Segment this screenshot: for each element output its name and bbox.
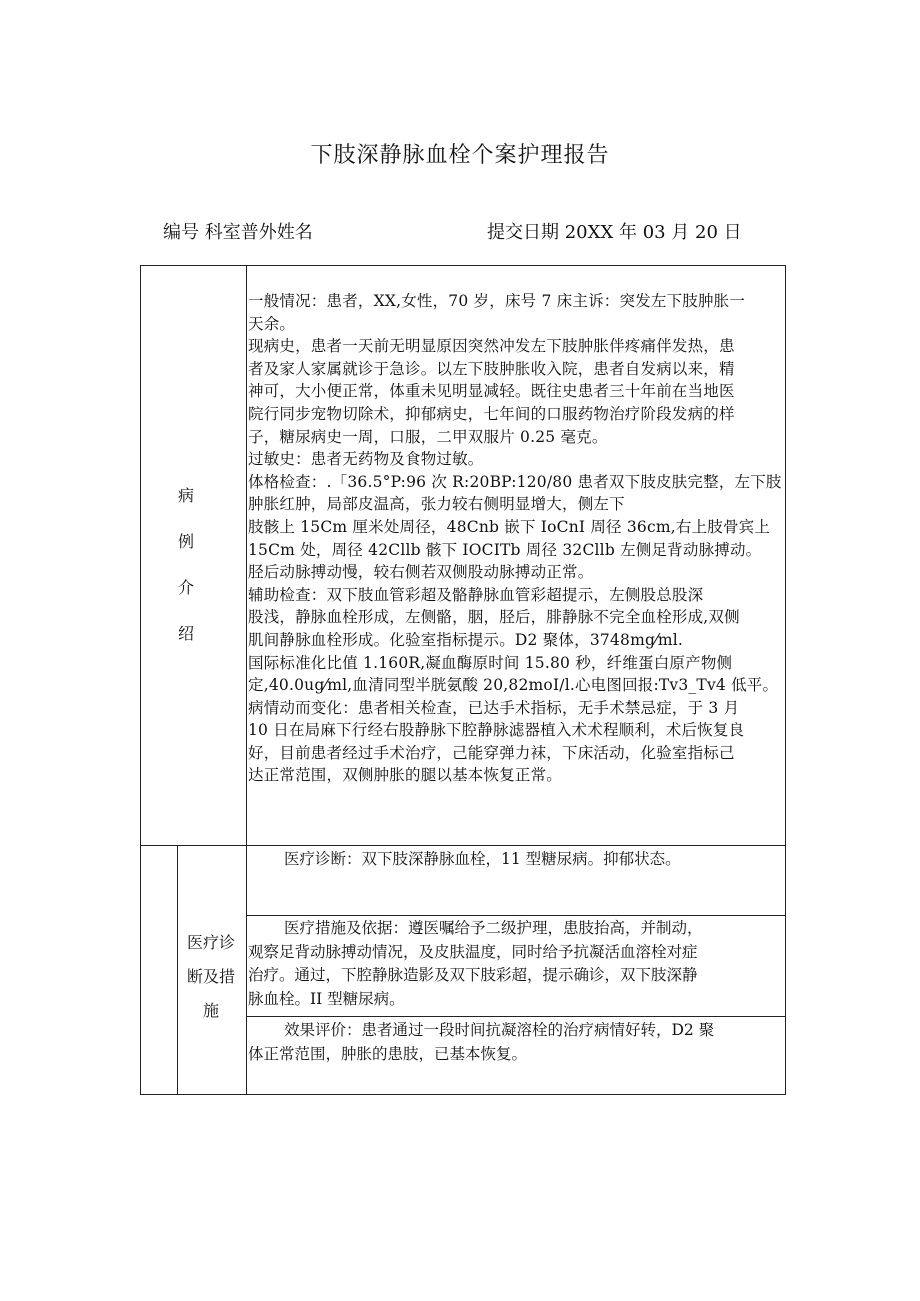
case-line: 股浅，静脉血栓形成，左侧骼，胭，胫后，腓静脉不完全血栓形成,双侧 [248, 608, 740, 627]
case-intro-label-char: 绍 [177, 624, 194, 643]
case-line: 肌间静脉血栓形成。化验室指标提示。D2 聚体，3748mg⁄ml. [248, 630, 684, 649]
case-line: 10 日在局麻下行经右股静脉下腔静脉滤器植入术术程顺利，术后恢复良 [248, 721, 745, 740]
diagnosis-cell [248, 848, 748, 872]
diagnosis-measures-label [178, 926, 244, 1028]
case-line: 现病史，患者一天前无明显原因突然冲发左下肢肿胀伴疼痛伴发热，患 [248, 337, 735, 356]
case-line: 体格检查：.「36.5°P:96 次 R:20BP:120/80 患者双下肢皮肤完整，左下肢 [248, 472, 782, 491]
meta-id-department-name: 编号 科室普外姓名 [163, 222, 313, 243]
row-divider-2 [246, 1016, 786, 1017]
measures-line: 医疗措施及依据：遵医嘱给予二级护理，患肢抬高，并制动， [284, 919, 703, 937]
case-line: 达正常范围，双侧肿胀的腿以基本恢复正常。 [248, 766, 563, 785]
case-line: 过敏史：患者无药物及食物过敏。 [248, 450, 484, 469]
case-line: 子，糖尿病史一周，口服，二甲双服片 0.25 毫克。 [248, 427, 608, 446]
case-line: 国际标准化比值 1.160R,凝血酶原时间 15.80 秒，纤维蛋白原产物侧 [248, 653, 733, 672]
case-line: 15Cm 处，周径 42Cllb 骸下 IOCITb 周径 32Cllb 左侧足背动脉搏动。 [248, 540, 762, 559]
case-line: 胫后动脉搏动慢，较右侧若双侧股动脉搏动正常。 [248, 563, 594, 582]
case-line: 院行同步宠物切除术，抑郁病史，七年间的口服药物治疗阶段发病的样 [248, 404, 735, 423]
evaluation-line: 效果评价：患者通过一段时间抗凝溶栓的治疗病情好转，D2 聚 [284, 1021, 715, 1039]
measures-line: 脉血栓。II 型糖尿病。 [248, 989, 405, 1008]
case-line: 肿胀红肿，局部皮温高，张力较右侧明显增大，侧左下 [248, 495, 625, 514]
case-line: 一般情况：患者，XX,女性，70 岁，床号 7 床主诉：突发左下肢肿胀一 [248, 292, 746, 310]
case-intro-label-char: 病 [177, 486, 194, 505]
measures-line: 治疗。通过，下腔静脉造影及双下肢彩超，提示确诊，双下肢深静 [248, 966, 698, 984]
case-line: 辅助检查：双下肢血管彩超及骼静脉血管彩超提示，左侧股总股深 [248, 585, 704, 604]
meta-submit-date: 提交日期 20XX 年 03 月 20 日 [487, 222, 742, 243]
diagnosis-text: 医疗诊断：双下肢深静脉血栓，11 型糖尿病。抑郁状态。 [284, 850, 681, 868]
report-title: 下肢深静脉血栓个案护理报告 [310, 143, 610, 168]
case-line: 定,40.0ug⁄ml,血清同型半胱氨酸 20,82moI∕l.心电图回报:Tv3_Tv4 低平。 [248, 676, 779, 695]
case-line: 神可，大小便正常，体重未见明显减轻。既往史患者三十年前在当地医 [248, 382, 735, 401]
case-intro-label [176, 488, 196, 642]
column-divider-main [246, 265, 247, 1095]
case-intro-label-char: 介 [177, 578, 194, 597]
diagnosis-label-line: 断及措 [186, 967, 235, 986]
measures-line: 观察足背动脉搏动情况，及皮肤温度，同时给予抗凝活血溶栓对症 [248, 942, 698, 961]
evaluation-line: 体正常范围，肿胀的患肢，已基本恢复。 [248, 1044, 528, 1063]
section-divider [140, 845, 786, 846]
case-line: 天余。 [248, 314, 296, 333]
case-line: 肢骸上 15Cm 厘米处周径，48Cnb 嵌下 IoCnI 周径 36cm,右上肢骨宾上 [248, 517, 771, 536]
measures-cell [248, 917, 748, 1011]
case-line: 病情动而变化：患者相关检查，已达手术指标，无手术禁忌症，于 3 月 [248, 698, 740, 717]
row-divider-1 [246, 915, 786, 916]
case-intro-label-char: 例 [177, 532, 194, 551]
case-line: 者及家人家属就诊于急诊。以左下肢肿胀收入院，患者自发病以来，精 [248, 359, 735, 378]
case-intro-text [248, 290, 786, 787]
diagnosis-label-line: 施 [202, 1001, 219, 1020]
case-line: 好，目前患者经过手术治疗，己能穿弹力袜，下床活动，化验室指标己 [248, 743, 735, 762]
evaluation-cell [248, 1019, 748, 1066]
diagnosis-label-line: 医疗诊 [186, 933, 235, 952]
